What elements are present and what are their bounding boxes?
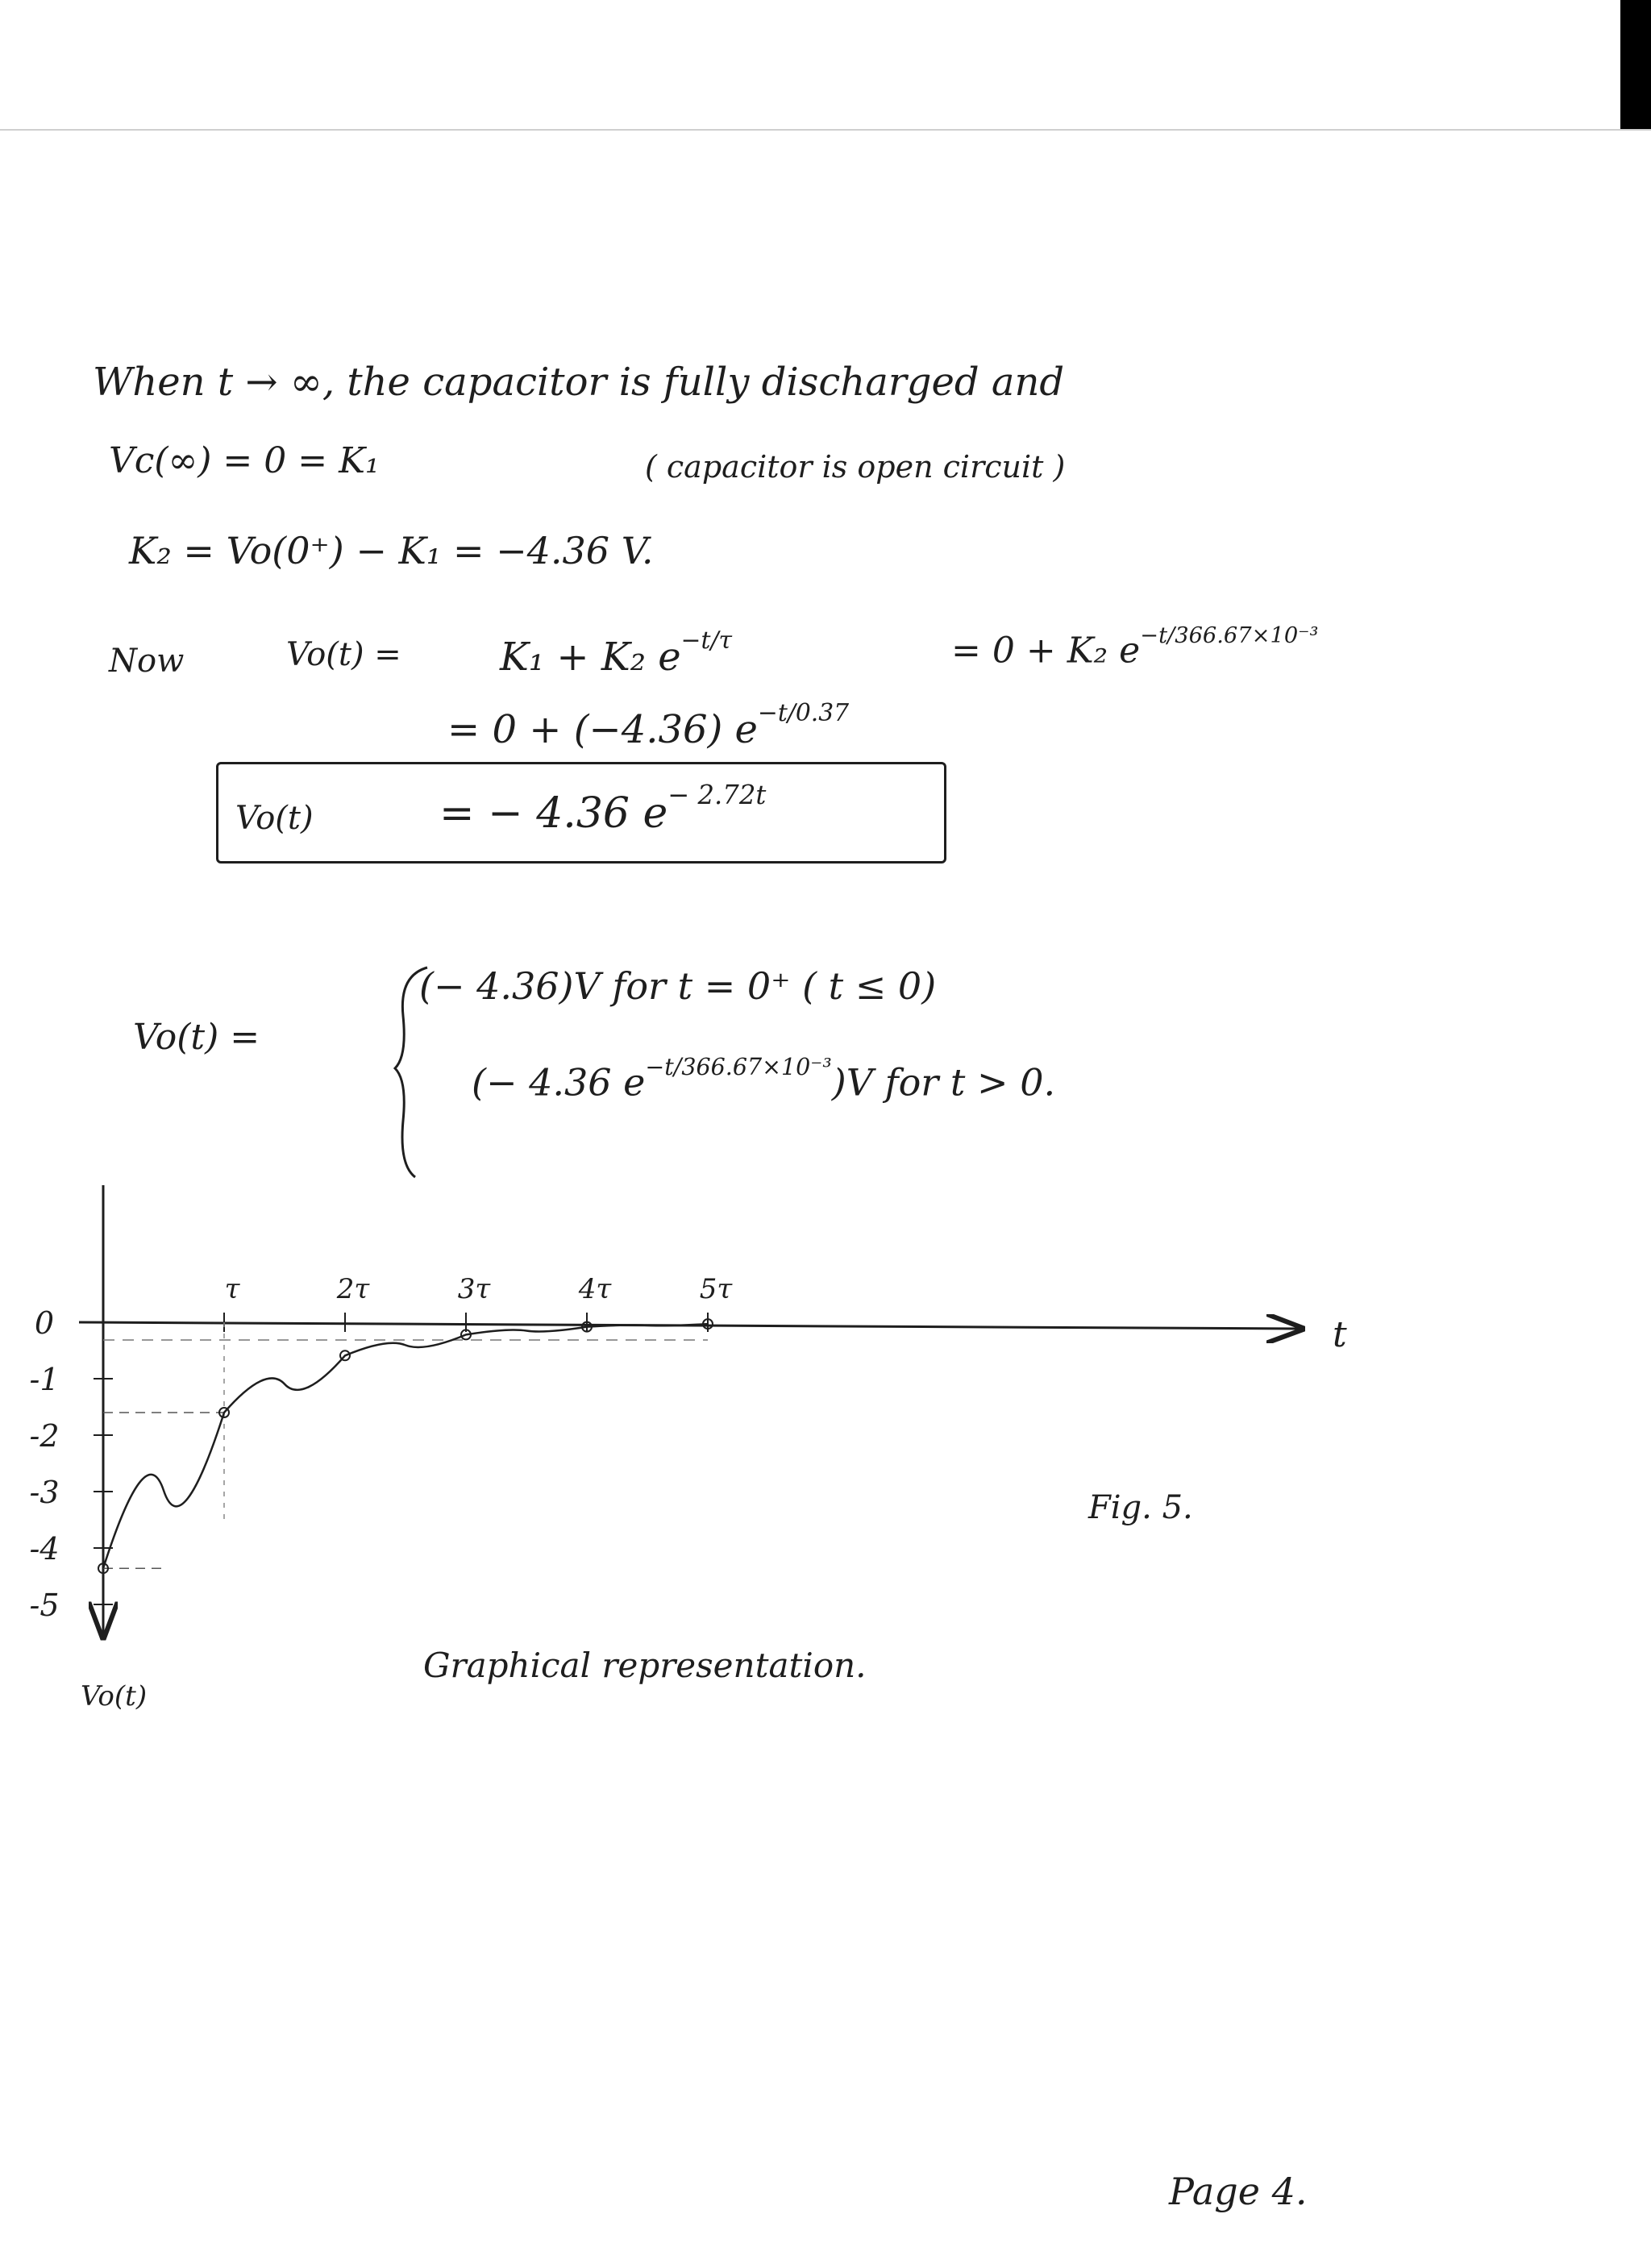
equation-line-4	[500, 626, 732, 680]
x-tick-label: τ	[224, 1273, 240, 1305]
y-tick-label: -5	[29, 1588, 60, 1623]
scan-background	[0, 0, 1651, 131]
piecewise-case-2-exponent: −t/366.67×10⁻³	[645, 1054, 832, 1080]
x-axis-label: t	[1333, 1314, 1347, 1355]
scan-border	[1620, 0, 1651, 129]
y-tick-label: 0	[34, 1305, 55, 1341]
equation-vo-lhs: Vo(t) =	[286, 636, 401, 673]
equation-line-4-base: K₁ + K₂ e	[500, 634, 681, 680]
equation-line-4-rhs-exponent: −t/366.67×10⁻³	[1140, 623, 1319, 648]
boxed-result-rhs	[439, 780, 767, 839]
equation-line-4-rhs	[951, 623, 1319, 672]
decay-graph	[0, 1177, 1347, 1790]
boxed-result-base: = − 4.36 e	[439, 789, 668, 839]
y-tick-label: -4	[29, 1531, 60, 1567]
x-tick-label: 3τ	[457, 1273, 491, 1305]
decay-curve	[103, 1324, 708, 1568]
text-line-3: K₂ = Vo(0⁺) − K₁ = −4.36 V.	[129, 529, 654, 572]
boxed-result-lhs: Vo(t)	[235, 800, 314, 837]
equation-line-5-base: = 0 + (−4.36) e	[447, 706, 758, 752]
figure-label: Fig. 5.	[1088, 1489, 1193, 1526]
x-tick-label: 2τ	[336, 1273, 370, 1305]
boxed-result-exponent: − 2.72t	[667, 780, 767, 810]
equation-line-5-exponent: −t/0.37	[757, 699, 850, 727]
y-tick-label: -2	[29, 1418, 60, 1454]
equation-line-4-rhs-base: = 0 + K₂ e	[951, 630, 1141, 672]
x-tick-label: 5τ	[699, 1273, 733, 1305]
text-line-2-right: ( capacitor is open circuit )	[645, 449, 1066, 485]
y-tick-label: -1	[29, 1362, 60, 1397]
x-tick-label: 4τ	[578, 1273, 612, 1305]
text-now-label: Now	[109, 643, 185, 680]
equation-line-5	[447, 699, 850, 752]
graph-caption: Graphical representation.	[423, 1646, 867, 1685]
text-line-2-left: Vc(∞) = 0 = K₁	[109, 440, 380, 481]
piecewise-case-1: (− 4.36)V for t = 0⁺ ( t ≤ 0)	[419, 964, 937, 1008]
y-tick-label: -3	[29, 1475, 60, 1510]
page-number: Page 4.	[1169, 2170, 1308, 2213]
text-line-1: When t → ∞, the capacitor is fully discharged and	[93, 360, 1065, 405]
piecewise-lhs: Vo(t) =	[133, 1017, 260, 1058]
equation-line-4-exponent: −t/τ	[680, 626, 732, 655]
piecewise-case-2	[472, 1054, 1056, 1105]
piecewise-case-2-base: (− 4.36 e	[472, 1060, 646, 1105]
y-axis-label: Vo(t)	[81, 1680, 148, 1712]
piecewise-case-2-tail: )V for t > 0.	[831, 1060, 1056, 1105]
